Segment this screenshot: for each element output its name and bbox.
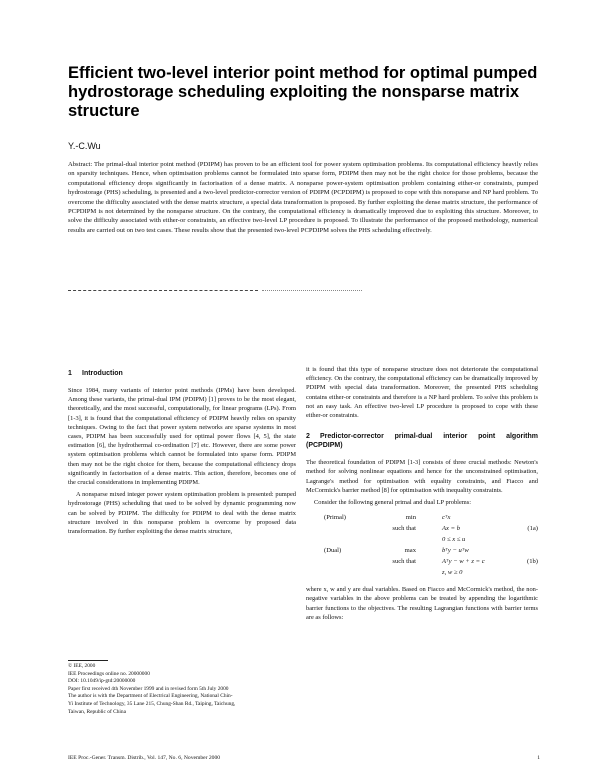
such-that-label: such that <box>392 525 416 533</box>
footnote-line: Taiwan, Republic of China <box>68 708 127 715</box>
dual-bounds: z, w ≥ 0 <box>442 569 463 577</box>
paragraph: where x, w and y are dual variables. Based on Fiacco and McCormick's method, the non-negative variables in the above problems can be treated by appending the logarithmic barrier functions to the objectives. The resulting Lagrangian functions with barrier terms are as follows: <box>306 586 538 621</box>
section-number: 2 <box>306 433 310 441</box>
footnote-divider <box>68 660 108 661</box>
paper-title: Efficient two-level interior point method for optimal pumped hydrostorage scheduling exploiting the nonsparse matrix structure <box>68 64 538 120</box>
right-column <box>306 365 538 625</box>
paragraph: Consider the following general primal and dual LP problems: <box>314 499 472 507</box>
page-footer <box>68 755 540 762</box>
paragraph: Since 1984, many variants of interior point methods (IPMs) have been developed. Among these variants, the primal-dual IPM (PDIPM) [1] proves to be the most elegant, theoretically, and the most successful, computationally, for linear programs (LPs). From [1-3], it is found that the computational efficiency of PDIPM heavily relies on sparsity techniques. Owing to the fact that power system networks are sparse systems in most cases, PDIPM has been successfully used for optimal power flows [4, 5], the state estimation [6], the hydrothermal co-ordination [7] etc. However, there are some power system optimisation problems which cannot be formulated into sparse form. PDIPM then may not be the right choice for them, because the computational efficiency drops significantly in factorisation of a dense matrix. This action, therefore, becomes one of the crucial considerations in implementing PDIPM. <box>68 387 296 487</box>
primal-objective: cᵀx <box>442 514 451 522</box>
equation-row <box>306 535 538 546</box>
footnote-line: Yi Institute of Technology, 35 Lane 215, Chung-Shan Rd., Taiping, Taichung, <box>68 700 236 707</box>
equation-number: (1a) <box>527 525 538 533</box>
abstract-label: Abstract: <box>68 161 93 168</box>
dual-constraint: Aᵀy − w + z = c <box>442 558 485 566</box>
journal-citation: IEE Proc.-Gener. Transm. Distrib., Vol. 147, No. 6, November 2000 <box>68 755 221 761</box>
paragraph: The theoretical foundation of PDIPM [1-3] consists of three crucial methods: Newton's method for solving nonlinear equations and hence for the unconstrained optimisation, Lagrange's method for optimisation with equality constraints, and Fiacco and McCormick's barrier method [8] for optimisation with inequality constraints. <box>306 459 538 494</box>
author: Y.-C.Wu <box>68 141 101 151</box>
abstract-divider-dotted <box>262 290 362 291</box>
equation-number: (1b) <box>527 558 538 566</box>
equation-row <box>306 546 538 557</box>
section-heading-1 <box>68 369 296 378</box>
max-operator: max <box>404 547 416 555</box>
footnote-line: IEE Proceedings online no. 20000000 <box>68 670 150 677</box>
footnote-line: DOI: 10.1049/ip-gtd:20000000 <box>68 678 136 685</box>
section-title: Introduction <box>82 370 123 377</box>
footnotes <box>68 663 296 716</box>
abstract-divider <box>68 290 258 291</box>
primal-constraint: Ax = b <box>442 525 460 533</box>
paragraph: it is found that this type of nonsparse structure does not deteriorate the computational efficiency. On the contrary, the computational efficiency can be dramatically improved by PDIPM with special data transformation. Moreover, the presented PHS scheduling contains either-or constraints and therefore is a NP hard problem. To solve this problem is not an easy task. An effective two-level LP procedure is proposed to cope with these either-or constraints. <box>306 366 538 420</box>
min-operator: min <box>405 514 416 522</box>
footnote-line: Paper first received 4th November 1999 and in revised form 5th July 2000 <box>68 685 229 692</box>
equation-row <box>306 524 538 535</box>
abstract <box>68 160 538 235</box>
abstract-text: The primal-dual interior point method (PDIPM) has proven to be an efficient tool for power system optimisation problems. Its computational efficiency heavily relies on sparsity techniques. Hence, when optimisation problems cannot be formulated into sparse form, PDIPM then may not be the right choice for those problems, because the computational efficiency drops significantly in factorisation of a dense matrix. A nonsparse power-system optimisation problem containing either-or constraints, pumped hydrostorage (PHS) scheduling, is presented and a two-level predictor-corrector version of PDIPM (PCPDIPM) is proposed to cope with this nonsparse and NP hard problem. To overcome the difficulty associated with the dense matrix structure, a special data transformation is proposed. By further exploiting the dense matrix structure, the performance of PCPDIPM is not determined by the nonsparse structure. On the contrary, the computational efficiency is dramatically improved due to exploiting this structure. Moreover, to solve the difficulty associated with either-or constraints, an effective two-level LP procedure is proposed. To illustrate the performance of the proposed methodology, numerical results are carried out on two test cases. These results show that the presented two-level PCPDIPM solves the PHS scheduling effectively. <box>68 161 538 234</box>
page-number: 1 <box>537 755 540 761</box>
lp-equations <box>306 513 538 579</box>
section-heading-2 <box>306 432 538 450</box>
dual-objective: bᵀy − uᵀw <box>442 547 469 555</box>
equation-row <box>306 568 538 579</box>
left-column <box>68 365 296 539</box>
section-number: 1 <box>68 370 72 377</box>
footnote-line: The author is with the Department of Electrical Engineering, National Chin- <box>68 693 233 700</box>
dual-label: (Dual) <box>324 547 342 555</box>
primal-label: (Primal) <box>324 514 346 522</box>
section-title: Predictor-corrector primal-dual interior point algorithm (PCPDIPM) <box>306 433 538 450</box>
equation-row <box>306 557 538 568</box>
footnote-line: © IEE, 2000 <box>68 663 96 669</box>
such-that-label: such that <box>392 558 416 566</box>
equation-row <box>306 513 538 524</box>
paragraph: A nonsparse mixed integer power system optimisation problem is presented: pumped hydrostorage (PHS) scheduling that used to be solved by dynamic programming now can be solved by PDIPM. The difficulty for PDIPM to deal with the dense matrix structure involved in this nonsparse problem is overcome by proposed data transformation. By further exploiting the dense matrix structure, <box>68 491 296 536</box>
primal-bounds: 0 ≤ x ≤ u <box>442 536 466 544</box>
